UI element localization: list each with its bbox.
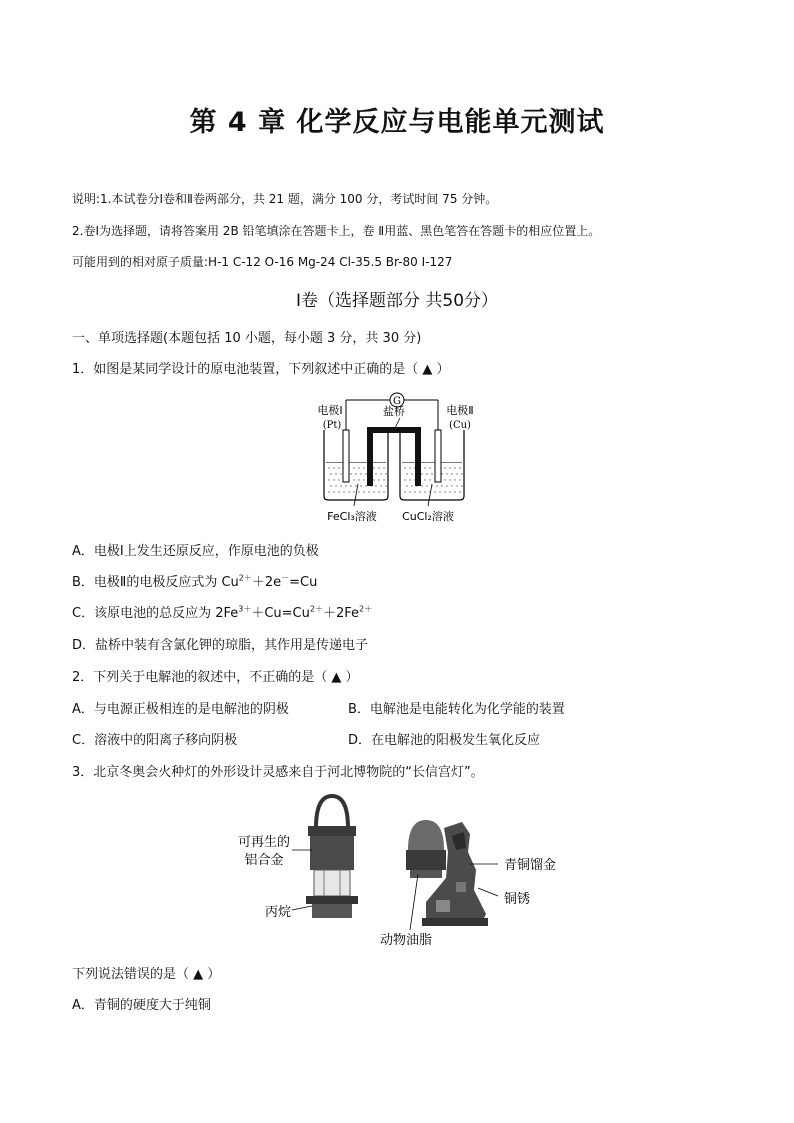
solution-dot [345,485,346,486]
solution-dot [358,479,359,480]
electrode2-material: (Cu) [449,420,471,431]
q3-option-a: A．青铜的硬度大于纯铜 [72,998,211,1013]
solution-dot [340,473,341,474]
solution-dot [383,491,384,492]
solution-dot [360,473,361,474]
solution-dot [385,485,386,486]
q1-option-c: C．该原电池的总反应为 $2Fe^{3+}+Cu=Cu^{2+}+2Fe^{2+}$ [72,604,373,621]
solution-dot [456,473,457,474]
solution-dot [380,473,381,474]
solution-dot [330,473,331,474]
solution-dot [404,491,405,492]
solution-dot [363,467,364,468]
label-animal-fat: 动物油脂 [379,933,433,948]
solution-dot [424,479,425,480]
electrode1-material: (Pt) [322,420,342,431]
solution-dot [355,485,356,486]
q1-option-a: A．电极Ⅰ上发生还原反应，作原电池的负极 [72,544,319,559]
solution-dot [411,485,412,486]
q1-stem: 1．如图是某同学设计的原电池装置，下列叙述中正确的是（ ▲ ） [72,362,450,377]
solution-dot [414,491,415,492]
lantern-figure [230,790,570,955]
solution-dot [459,479,460,480]
electrode-pt [343,430,349,482]
solution-dot [424,491,425,492]
solution-dot [454,479,455,480]
solution-dot [409,467,410,468]
solution-dot [446,473,447,474]
salt-bridge [370,430,418,486]
changxin-palace-lamp-icon [406,820,488,926]
solution-dot [373,479,374,480]
solution-dot [338,479,339,480]
solution-dot [380,485,381,486]
solution-dot [350,473,351,474]
q2-option-b: B．电解池是电能转化为化学能的装置 [348,702,565,717]
galvanic-cell-figure [310,388,490,528]
solution-dot [449,491,450,492]
solution-dot [328,491,329,492]
solution-dot [409,491,410,492]
q2-stem: 2．下列关于电解池的叙述中，不正确的是（ ▲ ） [72,670,359,685]
solution-dot [431,473,432,474]
solution-dot [451,485,452,486]
solution-dot [446,485,447,486]
solution-dot [373,491,374,492]
solution-dot [333,479,334,480]
electrode1-label: 电极Ⅰ [317,404,343,417]
q2-option-c: C．溶液中的阳离子移向阴极 [72,733,238,748]
instruction-line-1: 说明:1.本试卷分Ⅰ卷和Ⅱ卷两部分，共 21 题，满分 100 分，考试时间 75 分钟。 [72,192,498,206]
solution1-label: FeCl₃溶液 [327,510,377,523]
solution-dot [429,479,430,480]
q1-option-b: B．电极Ⅱ的电极反应式为 $Cu^{2+}+2e^-=Cu$ [72,573,318,590]
solution-dot [439,491,440,492]
instruction-line-2: 2.卷Ⅰ为选择题，请将答案用 2B 铅笔填涂在答题卡上，卷 Ⅱ用蓝、黑色笔答在答题卡的相应位置上。 [72,224,601,238]
solution-dot [338,467,339,468]
solution-dot [333,467,334,468]
q2-option-d: D．在电解池的阳极发生氧化反应 [348,733,541,748]
solution-dot [444,467,445,468]
solution-dot [451,473,452,474]
solution-dot [378,479,379,480]
solution-dot [358,491,359,492]
label-copper-rust: 铜锈 [503,892,531,907]
solution-dot [340,485,341,486]
solution-dot [343,491,344,492]
solution-dot [378,491,379,492]
solution-dot [363,479,364,480]
solution-dot [424,467,425,468]
solution-dot [363,491,364,492]
solution-dot [406,473,407,474]
solution-dot [383,467,384,468]
solution-dot [421,473,422,474]
q3-stem: 3．北京冬奥会火种灯的外形设计灵感来自于河北博物院的“长信宫灯”。 [72,765,484,780]
solution-dot [444,479,445,480]
electrode2-label: 电极Ⅱ [446,404,474,417]
solution-dot [404,467,405,468]
solution-dot [444,491,445,492]
label-alloy-line1: 可再生的 [237,835,291,850]
solution-dot [365,485,366,486]
solution-dot [355,473,356,474]
part-heading: 一、单项选择题(本题包括 10 小题，每小题 3 分，共 30 分) [72,331,422,346]
q1-option-d: D．盐桥中装有含氯化钾的琼脂，其作用是传递电子 [72,638,369,653]
solution-dot [454,491,455,492]
solution-dot [454,467,455,468]
atomic-mass-line: 可能用到的相对原子质量:H-1 C-12 O-16 Mg-24 Cl-35.5 Br-80 I-127 [72,255,453,269]
salt-bridge-label: 盐桥 [383,405,405,418]
solution-dot [409,479,410,480]
solution-dot [328,467,329,468]
solution-dot [383,479,384,480]
label-propane: 丙烷 [264,905,292,920]
solution-dot [459,491,460,492]
solution-dot [426,473,427,474]
solution-dot [449,479,450,480]
solution-dot [441,485,442,486]
solution-dot [436,485,437,486]
solution-dot [421,485,422,486]
solution-dot [461,485,462,486]
solution-dot [406,485,407,486]
electrode-cu [435,430,441,482]
label-alloy-line2: 铝合金 [244,853,284,868]
solution-dot [434,491,435,492]
solution-dot [461,473,462,474]
solution-dot [404,479,405,480]
solution-dot [449,467,450,468]
solution-dot [419,491,420,492]
solution-dot [375,485,376,486]
solution-dot [335,485,336,486]
solution-dot [360,485,361,486]
solution-dot [338,491,339,492]
solution-dot [368,491,369,492]
solution-dot [441,473,442,474]
solution-dot [365,473,366,474]
q3-stem-2: 下列说法错误的是（ ▲ ） [72,967,221,982]
solution-dot [353,491,354,492]
torch-lantern-icon [306,796,358,918]
q2-option-a: A．与电源正极相连的是电解池的阴极 [72,702,289,717]
solution-dot [333,491,334,492]
solution-dot [350,485,351,486]
solution-dot [353,467,354,468]
page-title: 第 4 章 化学反应与电能单元测试 [189,107,605,138]
solution-dot [330,485,331,486]
solution2-label: CuCl₂溶液 [402,510,454,523]
solution-dot [411,473,412,474]
solution-dot [459,467,460,468]
solution-dot [456,485,457,486]
solution-dot [429,467,430,468]
label-gilt-bronze: 青铜馏金 [503,858,557,873]
solution-dot [378,467,379,468]
solution-dot [426,485,427,486]
solution-dot [358,467,359,468]
solution-dot [373,467,374,468]
solution-dot [348,491,349,492]
section-title: Ⅰ卷（选择题部分 共50分） [295,291,499,311]
solution-dot [328,479,329,480]
galvanometer-label: G [393,396,401,407]
solution-dot [375,473,376,474]
solution-dot [385,473,386,474]
solution-dot [353,479,354,480]
solution-dot [335,473,336,474]
